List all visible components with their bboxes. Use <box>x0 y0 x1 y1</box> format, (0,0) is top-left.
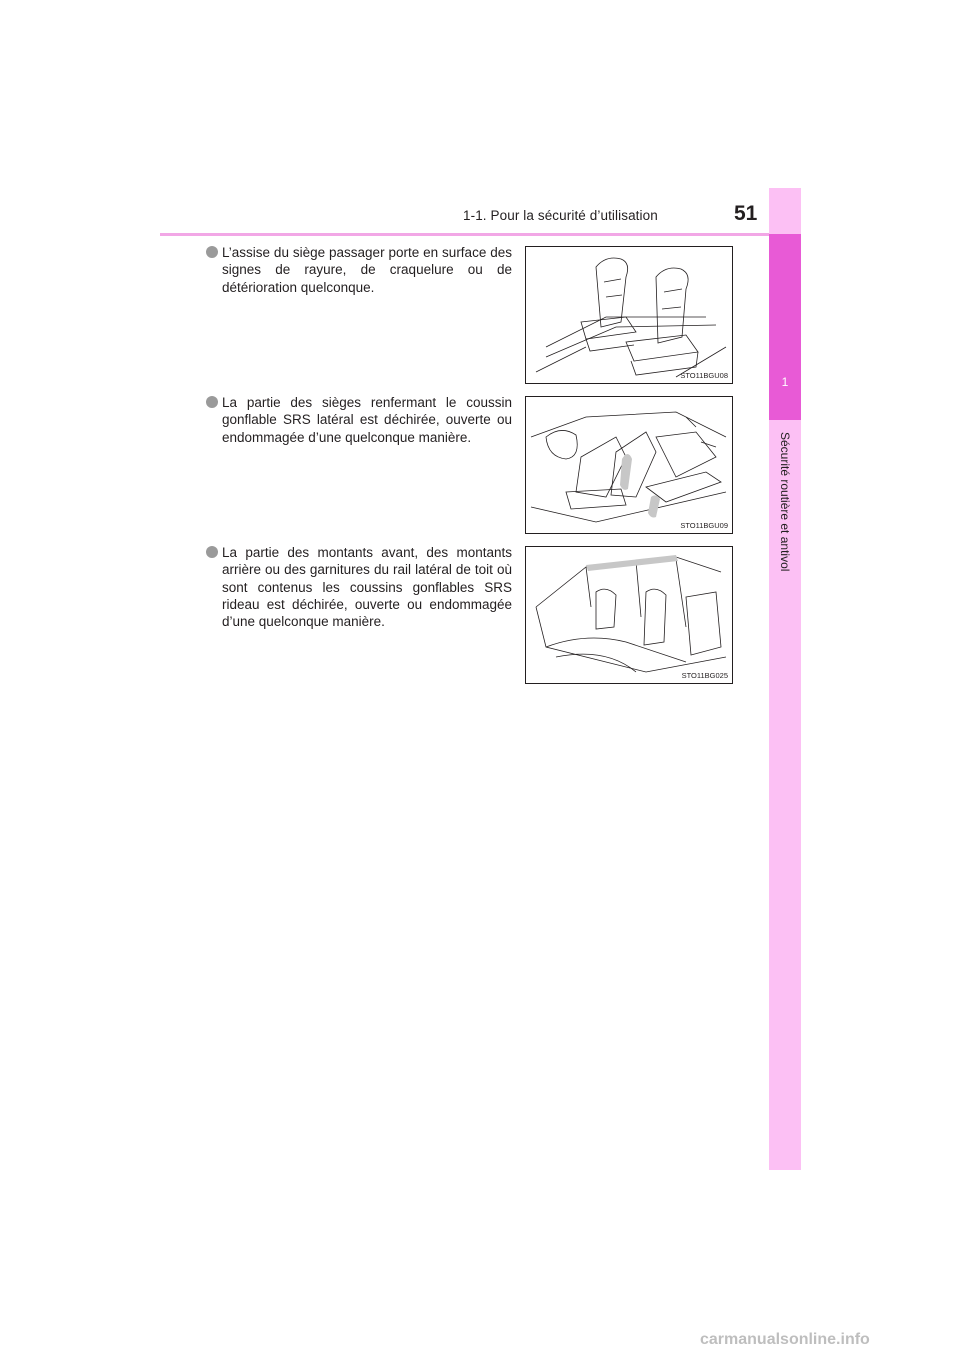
list-item <box>222 394 512 446</box>
bullet-icon <box>206 396 218 408</box>
curtain-airbag-illustration-icon <box>526 547 732 683</box>
figure-cabin <box>525 396 733 534</box>
bullet-icon <box>206 246 218 258</box>
header-rule <box>160 233 800 236</box>
section-title: 1-1. Pour la sécurité d’utilisation <box>463 208 658 223</box>
bullet-text: L’assise du siège passager porte en surface des signes de rayure, de craquelure ou de détérioration quelconque. <box>222 245 512 295</box>
chapter-title: Sécurité routière et antivol <box>778 432 792 572</box>
bullet-icon <box>206 546 218 558</box>
list-item <box>222 544 512 630</box>
bullet-text: La partie des montants avant, des montants arrière ou des garnitures du rail latéral de toit où sont contenus les coussins gonflables SRS rideau est déchirée, ouverte ou endommagée d’une quelconque manière. <box>222 545 512 630</box>
bullet-text: La partie des sièges renfermant le coussin gonflable SRS latéral est déchirée, ouverte ou endommagée d’une quelconque manière. <box>222 395 512 445</box>
cabin-side-airbag-illustration-icon <box>526 397 732 533</box>
seats-illustration-icon <box>526 247 732 383</box>
figure-seats <box>525 246 733 384</box>
figure-code: STO11BGU09 <box>680 521 728 530</box>
list-item <box>222 244 512 296</box>
figure-code: STO11BG025 <box>681 671 728 680</box>
chapter-number: 1 <box>781 375 789 389</box>
chapter-tab-active <box>769 234 801 420</box>
page-number: 51 <box>734 202 758 225</box>
figure-code: STO11BGU08 <box>680 371 728 380</box>
figure-curtain <box>525 546 733 684</box>
watermark: carmanualsonline.info <box>700 1331 870 1348</box>
